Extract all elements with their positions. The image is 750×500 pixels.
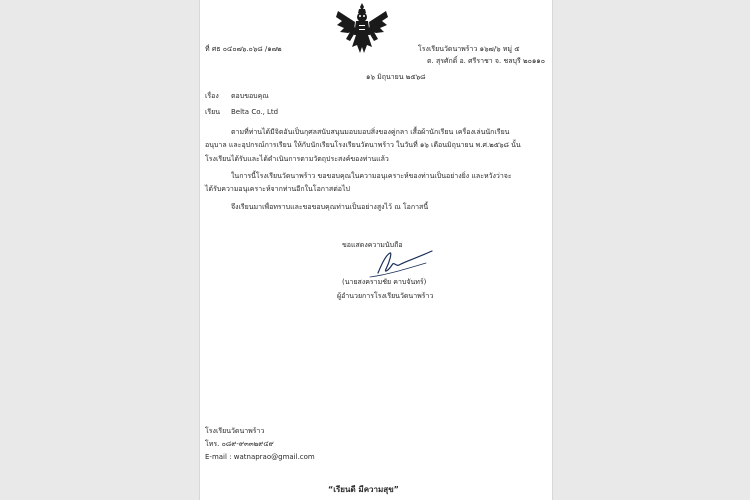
closing-regards: ขอแสดงความนับถือ xyxy=(342,241,403,249)
footer-school-name: โรงเรียนวัดนาพร้าว xyxy=(205,427,265,435)
garuda-emblem-icon xyxy=(334,1,390,55)
body-paragraph3-line1: จึงเรียนมาเพื่อทราบและขอขอบคุณท่านเป็นอย่างสูงไว้ ณ โอกาสนี้ xyxy=(231,203,429,211)
subject-label: เรื่อง xyxy=(205,92,219,100)
signer-title: ผู้อำนวยการโรงเรียนวัดนาพร้าว xyxy=(337,292,434,300)
body-paragraph2-line2: ได้รับความอนุเคราะห์จากท่านอีกในโอกาสต่อไป xyxy=(205,185,350,193)
school-address-line2: ต. สุรศักดิ์ อ. ศรีราชา จ. ชลบุรี ๒๐๑๑๐ xyxy=(427,57,546,65)
document-number: ที่ ศธ ๐๔๐๗๖.๐๖๘ /๑๗๒ xyxy=(205,45,282,53)
body-paragraph1-line2: อนุบาล และอุปกรณ์การเรียน ให้กับนักเรียนโรงเรียนวัดนาพร้าว ในวันที่ ๑๖ เดือนมิถุนายน พ.ศ.๒๕๖๘ นั้น xyxy=(205,141,521,149)
footer-email: E-mail : watnaprao@gmail.com xyxy=(205,453,315,461)
recipient-value: Belta Co., Ltd xyxy=(231,108,279,116)
subject-value: ตอบขอบคุณ xyxy=(231,92,269,100)
recipient-label: เรียน xyxy=(205,108,221,116)
body-paragraph1-line3: โรงเรียนได้รับและได้ดำเนินการตามวัตถุประสงค์ของท่านแล้ว xyxy=(205,155,389,163)
signature-icon xyxy=(366,243,436,283)
signer-name: (นายสงครามชัย คาบจันทร์) xyxy=(342,278,427,286)
body-paragraph1-line1: ตามที่ท่านได้มีจิตอันเป็นกุศลสนับสนุนมอบมอบสิ่งของคู่กลา เสื้อผ้านักเรียน เครื่องเล่นนักเรียน xyxy=(231,128,510,136)
letter-date: ๑๖ มิถุนายน ๒๕๖๘ xyxy=(366,73,426,81)
letter-page xyxy=(199,0,553,500)
school-motto: “เรียนดี มีความสุข” xyxy=(328,485,399,494)
footer-phone: โทร. ๐๘๙-๙๓๓๒๙๔๙ xyxy=(205,440,274,448)
body-paragraph2-line1: ในการนี้โรงเรียนวัดนาพร้าว ขอขอบคุณในความอนุเคราะห์ของท่านเป็นอย่างยิ่ง และหวังว่าจะ xyxy=(231,172,512,180)
school-address-line1: โรงเรียนวัดนาพร้าว ๑๖๗/๖ หมู่ ๕ xyxy=(418,45,520,53)
